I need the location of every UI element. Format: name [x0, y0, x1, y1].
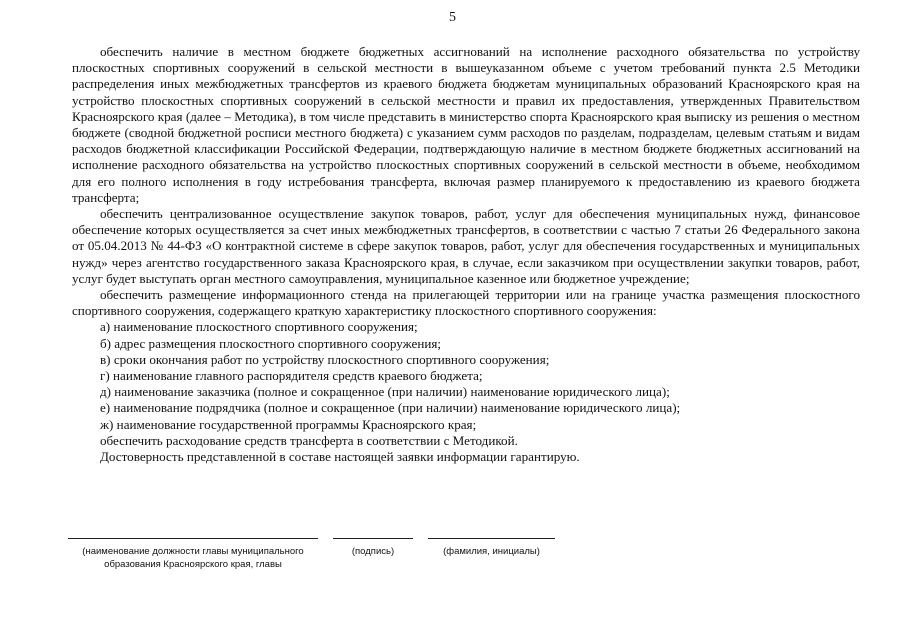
page-number: 5	[449, 10, 456, 25]
position-caption-line: (наименование должности главы муниципального	[82, 546, 304, 557]
position-caption-line: образования Красноярского края, главы	[104, 558, 282, 570]
paragraph: обеспечить расходование средств трансферта в соответствии с Методикой.	[100, 432, 518, 448]
paragraph: Достоверность представленной в составе настоящей заявки информации гарантирую.	[100, 449, 580, 465]
signature-caption: (подпись)	[351, 546, 395, 557]
name-signature-line	[428, 538, 555, 539]
document-body	[72, 44, 860, 465]
paragraph: обеспечить централизованное осуществление закупок товаров, работ, услуг для обеспечения муниципальных нужд, финансовое обеспечение которых осуществляется за счет иных межбюджетных трансфертов, в соответствии с частью 7 статьи 26 Федерального закона от 05.04.2013 № 44-ФЗ «О контрактной системе в сфере закупок товаров, работ, услуг для обеспечения государственных и муниципальных нужд» через агентство государственного заказа Красноярского края, в случае, если заказчиком при осуществлении закупки товаров, работ, услуг будет выступать орган местного самоуправления, муниципальное казенное или бюджетное учреждение;	[72, 206, 860, 286]
name-caption: (фамилия, инициалы)	[443, 546, 540, 557]
position-signature-line	[68, 538, 318, 539]
position-caption	[58, 546, 328, 571]
signature-line	[333, 538, 413, 539]
list-item: ж) наименование государственной программы Красноярского края;	[100, 416, 477, 432]
list-item: е) наименование подрядчика (полное и сокращенное (при наличии) наименование юридического лица);	[100, 400, 681, 416]
list-item: д) наименование заказчика (полное и сокращенное (при наличии) наименование юридического лица);	[100, 384, 670, 400]
list-item: в) сроки окончания работ по устройству плоскостного спортивного сооружения;	[100, 351, 550, 367]
paragraph: обеспечить наличие в местном бюджете бюджетных ассигнований на исполнение расходного обязательства по устройству плоскостных спортивных сооружений в сельской местности в вышеуказанном объеме с учетом требований пункта 2.5 Методики распределения иных межбюджетных трансфертов из краевого бюджета бюджетам муниципальных образований Красноярского края на устройство плоскостных спортивных сооружений в сельской местности и правил их предоставления, утвержденных Правительством Красноярского края (далее – Методика), в том числе представить в министерство спорта Красноярского края выписку из решения о местном бюджете (сводной бюджетной росписи местного бюджета) с указанием сумм расходов по разделам, подразделам, целевым статьям и видам расходов бюджетной классификации Российской Федерации, подтверждающую наличие в местном бюджете бюджетных ассигнований на исполнение расходного обязательства на устройство плоскостных спортивных сооружений в сельской местности в объеме, необходимом для его полного исполнения в году истребования трансферта, включая размер планируемого к предоставлению из краевого бюджета трансферта;	[72, 44, 860, 205]
list-item: а) наименование плоскостного спортивного сооружения;	[100, 319, 418, 335]
paragraph: обеспечить размещение информационного стенда на прилегающей территории или на границе участка размещения плоскостного спортивного сооружения, содержащего краткую характеристику плоскостного спортивного сооружения:	[72, 287, 860, 319]
list-item: б) адрес размещения плоскостного спортивного сооружения;	[100, 335, 442, 351]
list-item: г) наименование главного распорядителя средств краевого бюджета;	[100, 368, 483, 384]
